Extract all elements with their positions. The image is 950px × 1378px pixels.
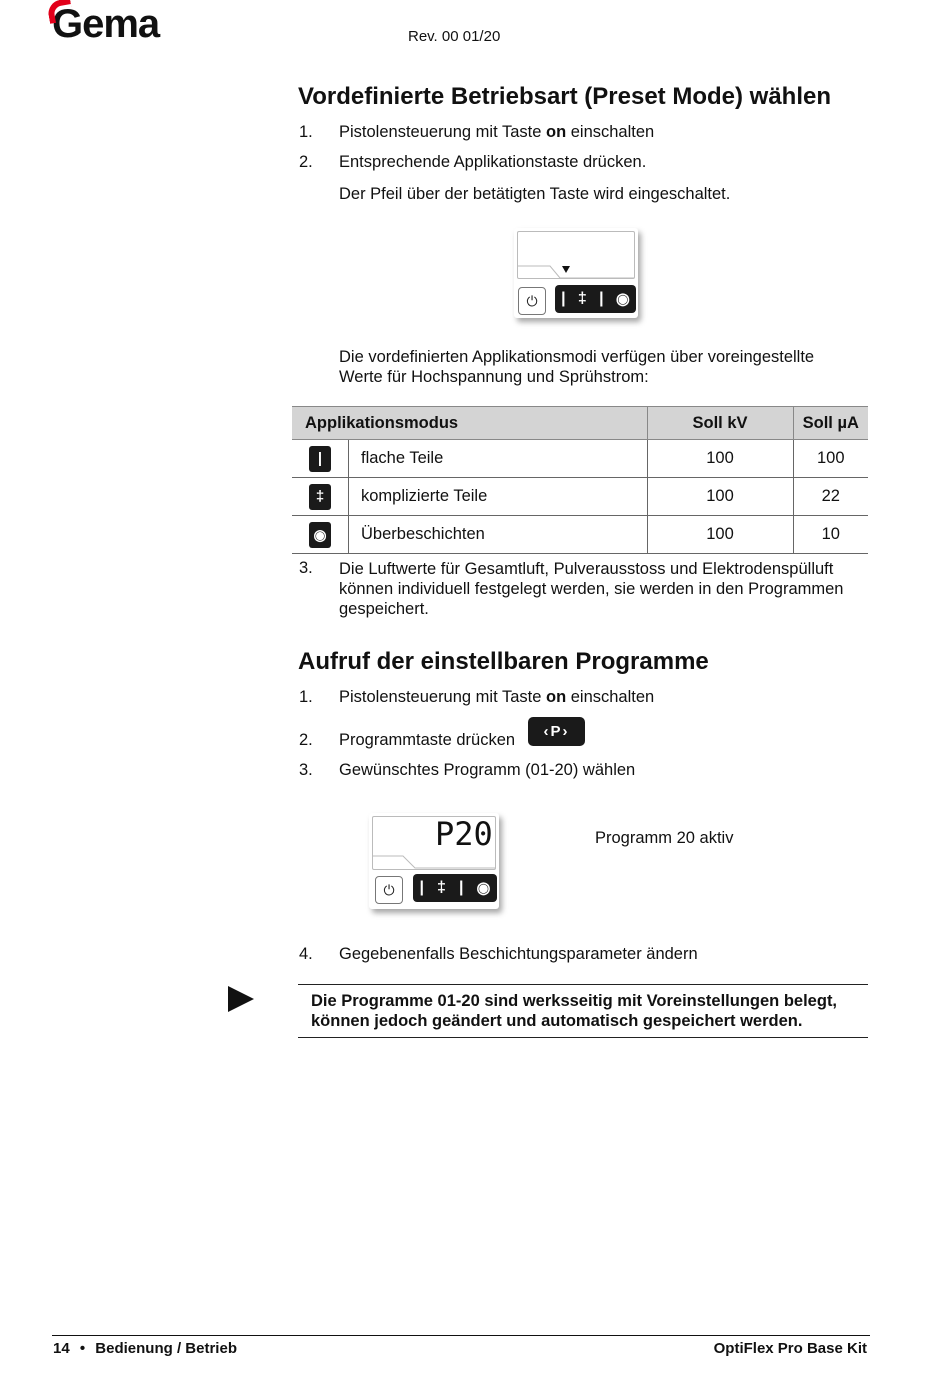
- note-box: Die Programme 01-20 sind werksseitig mit Voreinstellungen belegt, können jedoch geändert und automatisch gespeichert werden.: [298, 984, 868, 1038]
- step-text: Die Luftwerte für Gesamtluft, Pulverausstoss und Elektrodenspülluft können individuell festgelegt werden, sie werden in den Programmen gespeichert.: [339, 560, 844, 618]
- step-text: Gewünschtes Programm (01-20) wählen: [339, 761, 636, 779]
- separator-icon: |: [458, 879, 464, 896]
- section-title-programs: Aufruf der einstellbaren Programme: [298, 648, 709, 675]
- table-header-row: [292, 407, 868, 440]
- step-1: [299, 123, 859, 145]
- mode-cell: komplizierte Teile: [349, 478, 648, 516]
- footer-divider: [52, 1335, 870, 1336]
- step-number: 1.: [299, 688, 313, 706]
- control-panel-illustration: [514, 228, 638, 318]
- header-ua: Soll µA: [793, 407, 868, 440]
- section-title-preset-mode: Vordefinierte Betriebsart (Preset Mode) wählen: [298, 83, 832, 110]
- program-display-caption: Programm 20 aktiv: [595, 829, 734, 847]
- preset-mode-table: [292, 406, 868, 554]
- footer-product: OptiFlex Pro Base Kit: [713, 1340, 867, 1357]
- recoating-key-icon: ◉: [615, 291, 630, 308]
- step-4: [299, 945, 859, 967]
- step-3: [299, 559, 869, 623]
- footer-section: Bedienung / Betrieb: [95, 1340, 237, 1357]
- program-key-icon: [528, 717, 585, 746]
- flat-parts-key-icon: |: [419, 879, 424, 896]
- step-1: [299, 688, 859, 710]
- step-number: 3.: [299, 559, 313, 577]
- footer-left: [53, 1340, 237, 1357]
- step-text: Pistolensteuerung mit Taste on einschalten: [339, 123, 655, 141]
- step-text: Gegebenenfalls Beschichtungsparameter ändern: [339, 945, 698, 963]
- recoating-icon: ◉: [309, 522, 331, 548]
- mode-arrow-indicator: [562, 266, 570, 273]
- chevron-left-icon: ‹: [543, 723, 551, 740]
- ua-cell: 10: [793, 516, 868, 554]
- revision-label: Rev. 00 01/20: [408, 28, 501, 45]
- mode-cell: Überbeschichten: [349, 516, 648, 554]
- step-2: [299, 153, 859, 175]
- flat-parts-icon: |: [309, 446, 331, 472]
- table-row: [292, 516, 868, 554]
- page-number: 14: [53, 1340, 70, 1357]
- application-keys: [413, 874, 497, 902]
- complex-parts-icon: ‡: [309, 484, 331, 510]
- chevron-right-icon: ›: [562, 723, 570, 740]
- step-number: 3.: [299, 761, 313, 779]
- step-number: 2.: [299, 153, 313, 171]
- application-keys: [555, 285, 636, 313]
- kv-cell: 100: [647, 516, 793, 554]
- bullet-icon: •: [79, 1340, 86, 1357]
- flat-parts-key-icon: |: [561, 290, 566, 307]
- step-number: 2.: [299, 731, 313, 749]
- step-number: 4.: [299, 945, 313, 963]
- table-row: [292, 440, 868, 478]
- power-button: ⏻: [375, 876, 403, 904]
- note-arrow-icon: [228, 986, 256, 1012]
- recoating-key-icon: ◉: [476, 880, 491, 897]
- power-button: ⏻: [518, 287, 546, 315]
- separator-icon: |: [599, 290, 604, 307]
- step-text: Entsprechende Applikationstaste drücken.: [339, 153, 647, 171]
- step-3: [299, 761, 859, 783]
- preset-intro-text: Die vordefinierten Applikationsmodi verfügen über voreingestellte Werte für Hochspannung und Sprühstrom:: [339, 348, 815, 386]
- complex-parts-key-icon: ‡: [437, 879, 446, 896]
- on-key-label: on: [545, 688, 567, 706]
- step-number: 1.: [299, 123, 313, 141]
- kv-cell: 100: [647, 440, 793, 478]
- table-row: [292, 478, 868, 516]
- control-panel-program-display: [369, 813, 499, 909]
- header-kv: Soll kV: [647, 407, 793, 440]
- step-text: Pistolensteuerung mit Taste on einschalten: [339, 688, 655, 706]
- complex-parts-key-icon: ‡: [577, 290, 587, 307]
- logo-arc: [46, 0, 73, 24]
- step-text: Programmtaste drücken: [339, 731, 516, 749]
- step-2-note: Der Pfeil über der betätigten Taste wird eingeschaltet.: [339, 185, 731, 203]
- header-mode: Applikationsmodus: [292, 407, 647, 440]
- kv-cell: 100: [647, 478, 793, 516]
- on-key-label: on: [545, 123, 567, 141]
- ua-cell: 100: [793, 440, 868, 478]
- mode-cell: flache Teile: [349, 440, 648, 478]
- ua-cell: 22: [793, 478, 868, 516]
- gema-logo: Gema: [52, 2, 159, 47]
- program-display-value: P20: [435, 815, 493, 853]
- program-key-label: P: [550, 723, 563, 740]
